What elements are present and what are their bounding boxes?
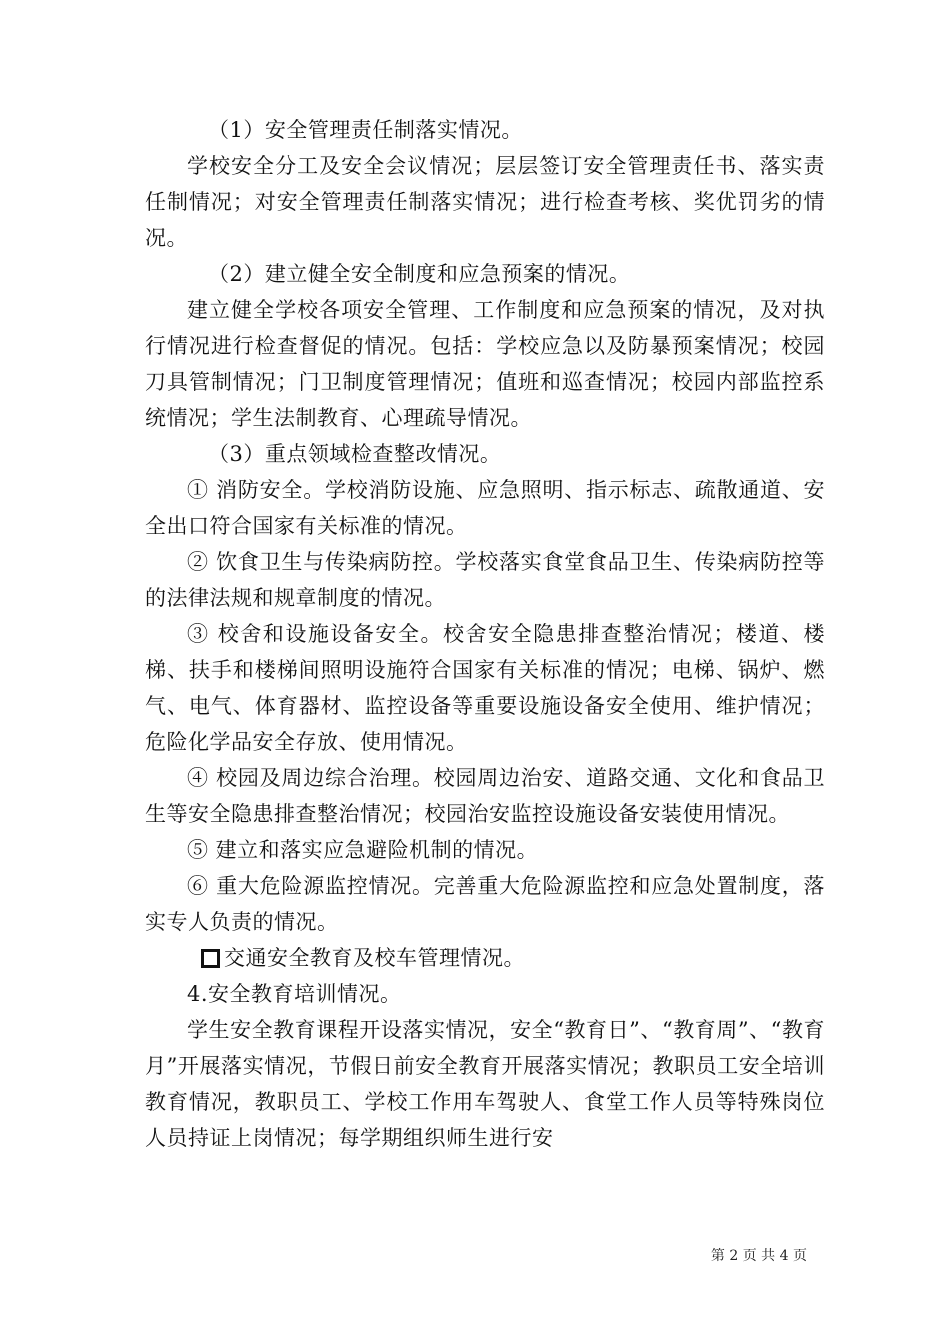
paragraph: 建立健全学校各项安全管理、工作制度和应急预案的情况，及对执行情况进行检查督促的情况。包括：学校应急以及防暴预案情况；校园刀具管制情况；门卫制度管理情况；值班和巡查情况；校园内部监控系统情况；学生法制教育、心理疏导情况。 [145, 298, 825, 430]
list-item-building-safety: ③ 校舍和设施设备安全。校舍安全隐患排查整治情况；楼道、楼梯、扶手和楼梯间照明设施符合国家有关标准的情况；电梯、锅炉、燃气、电气、体育器材、监控设备等重要设施设备安全使用、维护情况；危险化学品安全存放、使用情况。 [145, 622, 825, 754]
list-item-emergency-mechanism: ⑤ 建立和落实应急避险机制的情况。 [187, 838, 539, 862]
checkbox-icon [201, 949, 220, 968]
page-number-footer: 第 2 页 共 4 页 [710, 1248, 807, 1264]
list-item-food-hygiene: ② 饮食卫生与传染病防控。学校落实食堂食品卫生、传染病防控等的法律法规和规章制度的情况。 [145, 550, 825, 610]
list-item-hazard-monitoring: ⑥ 重大危险源监控情况。完善重大危险源监控和应急处置制度，落实专人负责的情况。 [145, 874, 825, 934]
document-body [145, 112, 825, 1156]
paragraph: 学校安全分工及安全会议情况；层层签订安全管理责任书、落实责任制情况；对安全管理责任制落实情况；进行检查考核、奖优罚劣的情况。 [145, 154, 825, 250]
section-heading-2: （2）建立健全安全制度和应急预案的情况。 [208, 262, 631, 286]
list-item-fire-safety: ① 消防安全。学校消防设施、应急照明、指示标志、疏散通道、安全出口符合国家有关标准的情况。 [145, 478, 825, 538]
paragraph: 学生安全教育课程开设落实情况，安全“教育日”、“教育周”、“教育月”开展落实情况，节假日前安全教育开展落实情况；教职员工安全培训教育情况，教职员工、学校工作用车驾驶人、食堂工作人员等特殊岗位人员持证上岗情况；每学期组织师生进行安 [145, 1018, 825, 1150]
checkbox-item-label: 交通安全教育及校车管理情况。 [224, 946, 525, 970]
checkbox-item-traffic-safety [145, 940, 825, 976]
section-heading-1: （1）安全管理责任制落实情况。 [208, 118, 523, 142]
section-heading-4: 4.安全教育培训情况。 [187, 982, 402, 1006]
list-item-campus-surroundings: ④ 校园及周边综合治理。校园周边治安、道路交通、文化和食品卫生等安全隐患排查整治情况；校园治安监控设施设备安装使用情况。 [145, 766, 825, 826]
section-heading-3: （3）重点领域检查整改情况。 [208, 442, 502, 466]
